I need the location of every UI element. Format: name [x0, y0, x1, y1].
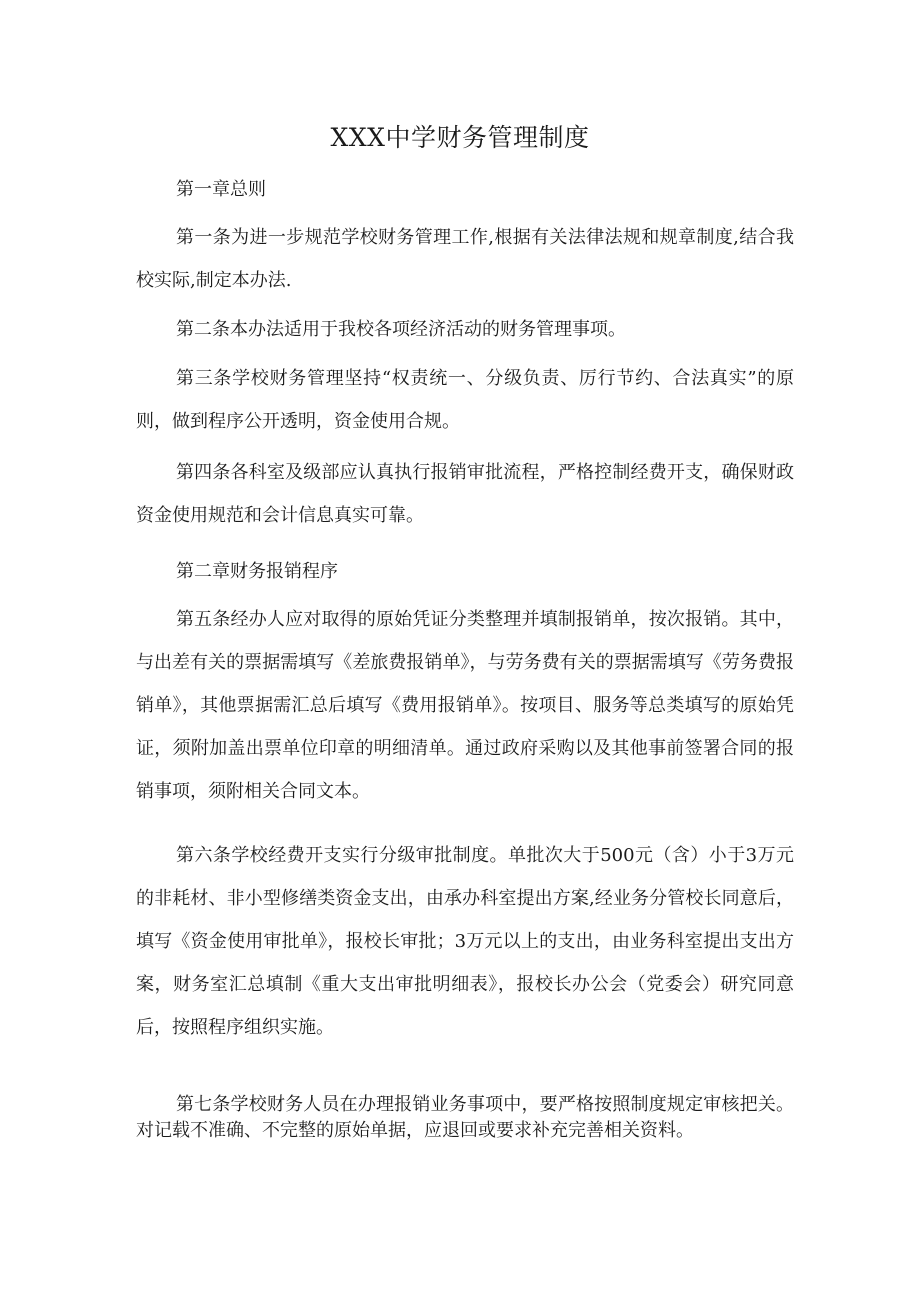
chapter-1-heading: 第一章总则	[176, 179, 266, 200]
article-7: 第七条学校财务人员在办理报销业务事项中，要严格按照制度规定审核把关。对记载不准确、不完整的原始单据，应退回或要求补充完善相关资料。	[136, 1094, 794, 1141]
article-2: 第二条本办法适用于我校各项经济活动的财务管理事项。	[176, 319, 626, 340]
article-6: 第六条学校经费开支实行分级审批制度。单批次大于500元（含）小于3万元的非耗材、非小型修缮类资金支出，由承办科室提出方案,经业务分管校长同意后，填写《资金使用审批单》，报校长审批；3万元以上的支出，由业务科室提出支出方案，财务室汇总填制《重大支出审批明细表》，报校长办公会（党委会）研究同意后，按照程序组织实施。	[136, 845, 794, 1038]
document-title: XXX中学财务管理制度	[330, 123, 590, 152]
article-5: 第五条经办人应对取得的原始凭证分类整理并填制报销单，按次报销。其中，与出差有关的票据需填写《差旅费报销单》，与劳务费有关的票据需填写《劳务费报销单》，其他票据需汇总后填写《费用报销单》。按项目、服务等总类填写的原始凭证，须附加盖出票单位印章的明细清单。通过政府采购以及其他事前签署合同的报销事项，须附相关合同文本。	[136, 609, 794, 802]
article-4: 第四条各科室及级部应认真执行报销审批流程，严格控制经费开支，确保财政资金使用规范和会计信息真实可靠。	[136, 462, 794, 526]
article-1: 第一条为进一步规范学校财务管理工作,根据有关法律法规和规章制度,结合我校实际,制定本办法.	[136, 227, 794, 291]
chapter-2-heading: 第二章财务报销程序	[176, 561, 338, 582]
article-3: 第三条学校财务管理坚持“权责统一、分级负责、厉行节约、合法真实”的原则，做到程序公开透明，资金使用合规。	[136, 368, 794, 432]
